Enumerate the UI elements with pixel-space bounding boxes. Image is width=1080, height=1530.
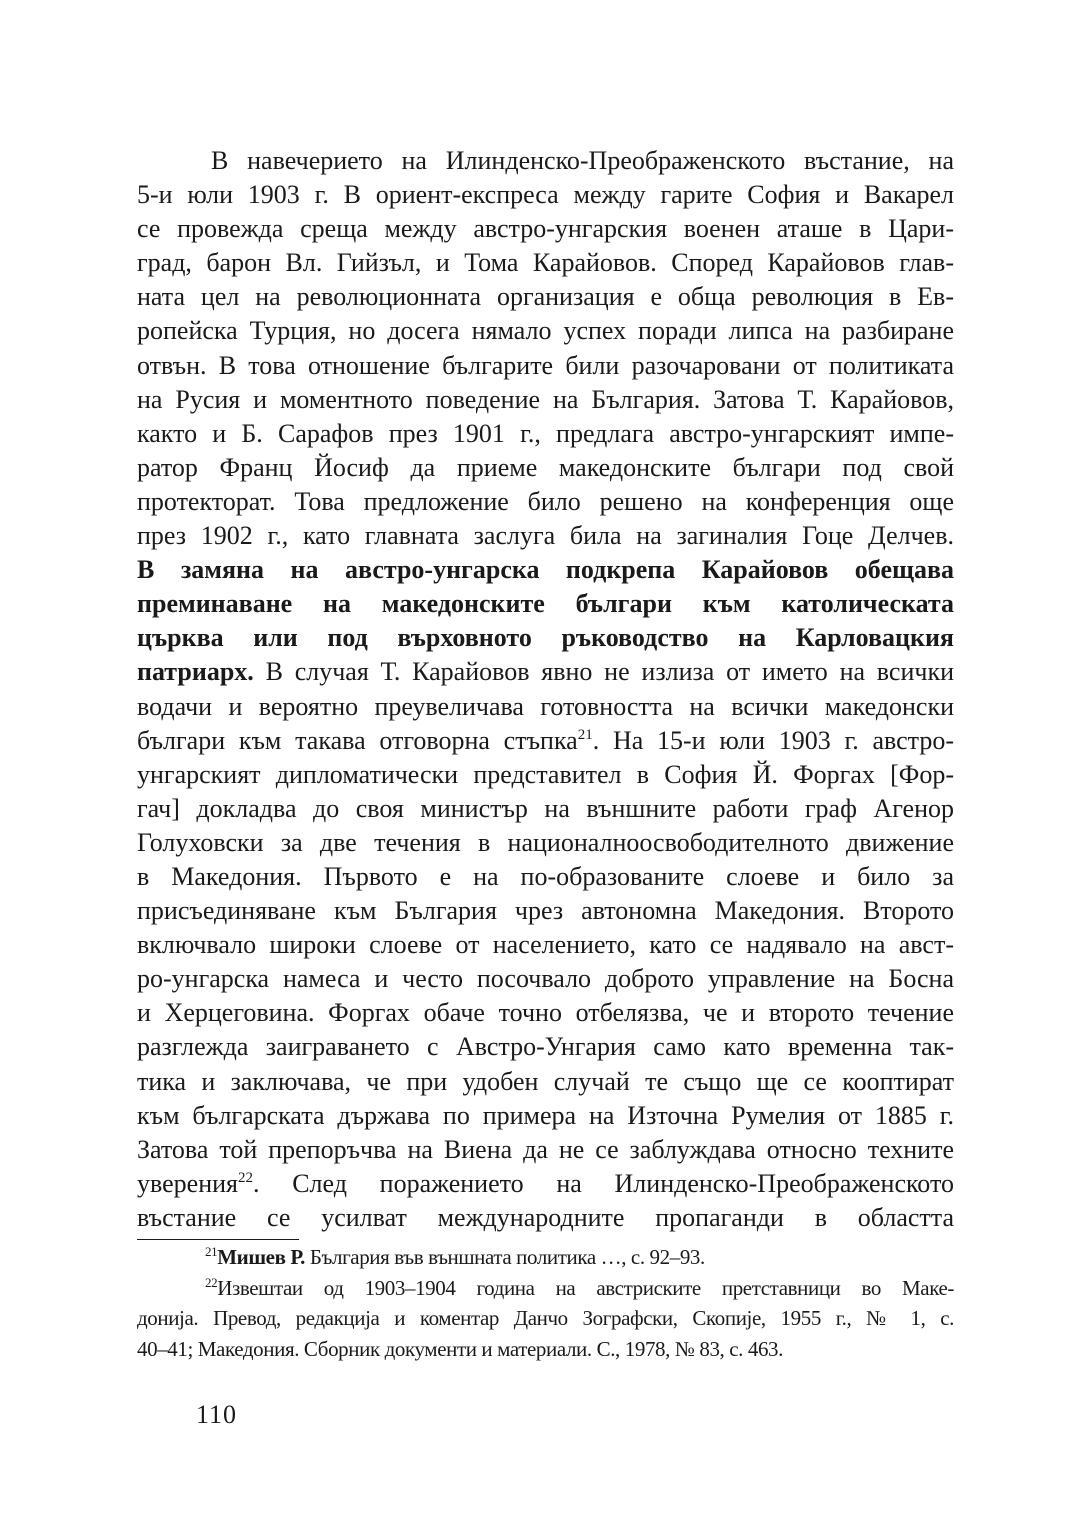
text-line: както и Б. Сарафов през 1901 г., предлага австро-унгарският импе- [137, 418, 954, 448]
text-line: водачи и вероятно преувеличава готовността на всички македонски [137, 691, 954, 721]
text-line: Голуховски за две течения в националноосвободителното движение [137, 827, 954, 857]
footnote-22-line: донија. Превод, редакција и коментар Данчо Зографски, Скопије, 1955 г., № 1, с. [137, 1306, 954, 1330]
footnote-author: Мишев Р. [217, 1245, 306, 1269]
text-line: ратор Франц Йосиф да приеме македонските българи под свой [137, 452, 954, 482]
text-line [137, 724, 954, 758]
text-line: на Русия и моментното поведение на България. Затова Т. Карайовов, [137, 384, 954, 414]
text-line: се провежда среща между австро-унгарския военен аташе в Цари- [137, 214, 954, 244]
text-segment: В случая Т. Карайовов явно не излиза от името на всички [253, 657, 954, 687]
text-line: ропейска Турция, но досега нямало успех поради липса на разбиране [137, 316, 954, 346]
footnote-ref-21[interactable]: 21 [577, 726, 593, 743]
text-line: отвън. В това отношение българите били разочаровани от политиката [137, 350, 954, 380]
text-line: въстание се усилват международните пропаганди в областта [137, 1202, 954, 1232]
text-segment: . След поражението на Илинденско-Преображенското [253, 1168, 954, 1198]
main-text [137, 144, 954, 1235]
footnote-separator [137, 1239, 299, 1240]
bold-text-segment: патриарх. [137, 657, 254, 687]
text-segment: уверения [137, 1168, 238, 1198]
page-number: 110 [196, 1400, 238, 1429]
text-line: и Херцеговина. Форгах обаче точно отбелязва, че и второто течение [137, 998, 954, 1028]
text-line: ната цел на революционната организация е обща революция в Ев- [137, 282, 954, 312]
footnote-number: 21 [205, 1244, 218, 1259]
bold-text-line: В замяна на австро-унгарска подкрепа Карайовов обещава [137, 555, 954, 585]
bold-text-line: църква или под върховното ръководство на Карловацкия [137, 623, 954, 653]
text-line: гач] докладва до своя министър на външните работи граф Агенор [137, 793, 954, 823]
text-line: протекторат. Това предложение било решено на конференция още [137, 486, 954, 516]
bold-text-line: преминаване на македонските българи към католическата [137, 589, 954, 619]
footnote-text: България във външната политика …, с. 92–93. [305, 1245, 705, 1269]
footnote-ref-22[interactable]: 22 [238, 1169, 253, 1186]
footnotes [137, 1242, 954, 1364]
text-line: В навечерието на Илинденско-Преображенското въстание, на [211, 146, 954, 175]
footnote-21 [137, 1242, 954, 1273]
text-line [137, 655, 954, 689]
text-line: в Македония. Първото е на по-образованите слоеве и било за [137, 861, 954, 891]
text-line: Затова той препоръчва на Виена да не се заблуждава относно техните [137, 1134, 954, 1164]
text-line [137, 1167, 954, 1201]
text-line: град, барон Вл. Гийзъл, и Тома Карайовов. Според Карайовов глав- [137, 248, 954, 278]
text-line: към българската държава по примера на Източна Румелия от 1885 г. [137, 1100, 954, 1130]
footnote-22-line: 40–41; Македония. Сборник документи и материали. С., 1978, № 83, с. 463. [137, 1336, 784, 1361]
text-line: разглежда заиграването с Австро-Унгария само като временна так- [137, 1032, 954, 1062]
footnote-text: Извештаи од 1903–1904 година на австриските претставници во Маке- [217, 1275, 954, 1300]
text-line: ро-унгарска намеса и често посочвало доброто управление на Босна [137, 964, 954, 994]
footnote-number: 22 [205, 1274, 218, 1290]
text-segment: . На 15-и юли 1903 г. австро- [592, 725, 954, 755]
text-line: присъединяване към България чрез автономна Македония. Второто [137, 896, 954, 926]
text-segment: българи към такава отговорна стъпка [137, 725, 578, 755]
text-line: 5-и юли 1903 г. В ориент-експреса между гарите София и Вакарел [137, 180, 954, 210]
text-line: тика и заключава, че при удобен случай те също ще се кооптират [137, 1066, 954, 1096]
text-line: включвало широки слоеве от населението, като се надявало на авст- [137, 930, 954, 960]
footnote-22 [137, 1273, 954, 1304]
text-line: унгарският дипломатически представител в София Й. Форгах [Фор- [137, 759, 954, 789]
text-line: през 1902 г., като главната заслуга била на загиналия Гоце Делчев. [137, 521, 954, 551]
